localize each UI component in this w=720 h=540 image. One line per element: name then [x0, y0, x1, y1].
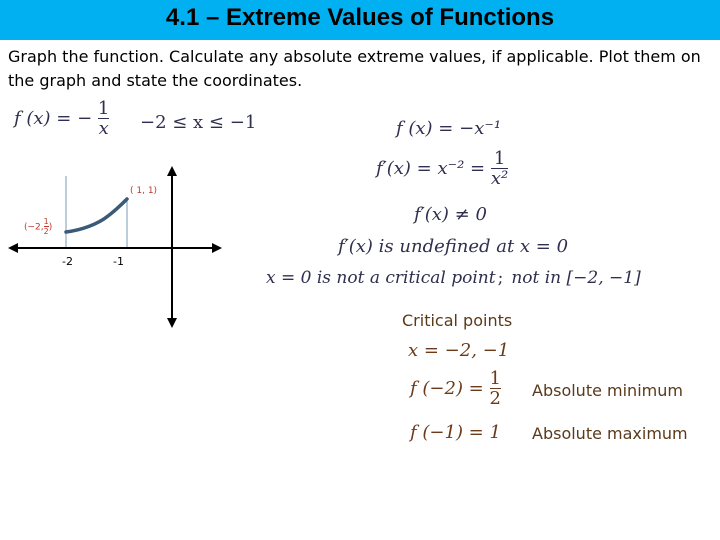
critical-points-heading: Critical points [402, 311, 513, 330]
fraction-numerator: 1 [97, 98, 110, 119]
problem-domain: −2 ≤ x ≤ −1 [140, 112, 257, 133]
work-line-3: f′(x) ≠ 0 [414, 204, 487, 225]
x-tick-label: -2 [62, 255, 73, 268]
work-line-2-fraction [491, 150, 508, 188]
x-tick-label: -1 [113, 255, 124, 268]
absolute-max-expr: f (−1) = 1 [410, 422, 501, 443]
work-line-5a: x = 0 is not a critical point [266, 268, 496, 288]
point-left-suffix: ) [48, 222, 53, 233]
min-fraction [490, 370, 501, 408]
absolute-min-expr [410, 370, 501, 408]
point-label-left [24, 218, 52, 236]
work-line-2-den: x² [490, 168, 509, 189]
work-line-2 [376, 150, 508, 188]
x-axis-right-arrow [212, 243, 222, 253]
work-line-4: f′(x) is undefined at x = 0 [338, 236, 569, 257]
critical-values: x = −2, −1 [408, 340, 510, 361]
instructions: Graph the function. Calculate any absolute extreme values, if applicable. Plot them on the graph and state the coordinates. [8, 47, 701, 90]
min-den: 2 [489, 388, 501, 409]
work-line-5b: not in [−2, −1] [511, 268, 641, 288]
absolute-min-label: Absolute minimum [532, 381, 683, 400]
x-axis-left-arrow [8, 243, 18, 253]
point-left-prefix: (−2, [24, 222, 44, 233]
absolute-max-label: Absolute maximum [532, 424, 688, 443]
point-left-num: 1 [43, 217, 49, 226]
point-left-den: 2 [43, 227, 49, 236]
fraction-denominator: x [98, 118, 109, 139]
problem-fraction [98, 100, 109, 138]
work-line-2-lhs: f′(x) = x⁻² = [376, 158, 486, 179]
work-line-5-sep: ; [497, 268, 504, 288]
problem-function [14, 100, 109, 138]
problem-lhs: f (x) = − [14, 108, 93, 129]
page-title: 4.1 – Extreme Values of Functions [165, 4, 555, 31]
y-axis-top-arrow [167, 166, 177, 176]
work-line-1: f (x) = −x⁻¹ [396, 118, 502, 139]
work-line-2-num: 1 [493, 148, 506, 169]
work-line-5 [266, 268, 641, 288]
graph [0, 160, 240, 340]
y-axis-bottom-arrow [167, 318, 177, 328]
function-curve [66, 199, 127, 232]
min-lhs: f (−2) = [410, 378, 484, 399]
min-num: 1 [489, 368, 501, 389]
point-label-right: ( 1, 1) [130, 186, 158, 196]
